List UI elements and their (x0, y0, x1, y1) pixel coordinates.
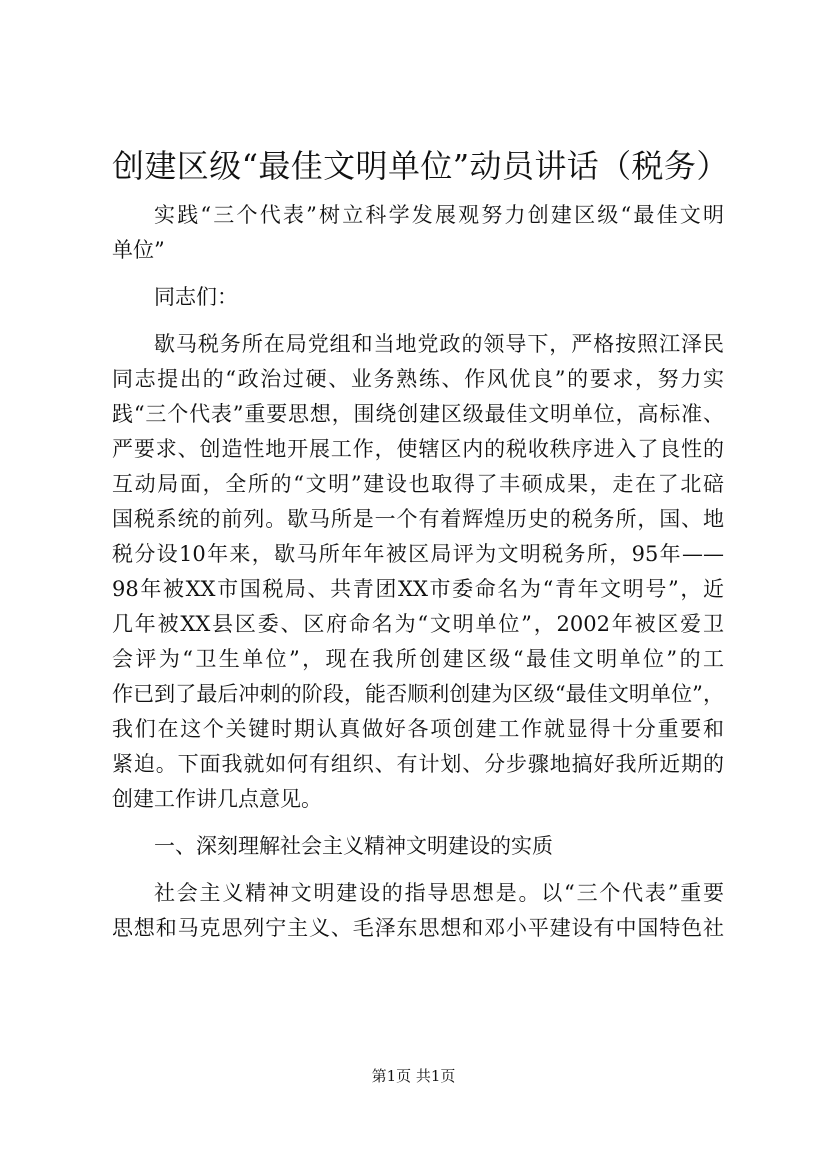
greeting: 同志们： (154, 285, 238, 309)
document-title: 创建区级“最佳文明单位”动员讲话（税务） (112, 147, 729, 185)
section-heading: 一、深刻理解社会主义精神文明建设的实质 (154, 834, 553, 858)
paragraph-line: 同志提出的“政治过硬、业务熟练、作风优良”的要求，努力实 (112, 367, 724, 391)
paragraph-line: 国税系统的前列。歇马所是一个有着辉煌历史的税务所，国、地 (112, 507, 724, 531)
spacer (112, 864, 724, 876)
spacer (112, 268, 724, 280)
paragraph-line: 社会主义精神文明建设的指导思想是。以“三个代表”重要 (154, 881, 724, 905)
spacer (112, 315, 724, 327)
paragraph-line: 思想和马克思列宁主义、毛泽东思想和邓小平建设有中国特色社 (112, 916, 724, 940)
subtitle-line: 单位” (112, 238, 165, 262)
paragraph-line: 作已到了最后冲刺的阶段，能否顺利创建为区级“最佳文明单位”， (112, 682, 724, 706)
paragraph-line: 歇马税务所在局党组和当地党政的领导下，严格按照江泽民 (154, 332, 724, 356)
document-body (112, 198, 724, 946)
paragraph-line: 紧迫。下面我就如何有组织、有计划、分步骤地搞好我所近期的 (112, 752, 724, 776)
paragraph-line: 严要求、创造性地开展工作，使辖区内的税收秩序进入了良性的 (112, 437, 724, 461)
spacer (112, 817, 724, 829)
paragraph-line: 会评为“卫生单位”，现在我所创建区级“最佳文明单位”的工 (112, 647, 724, 671)
paragraph-line: 创建工作讲几点意见。 (112, 787, 322, 811)
subtitle-line: 实践“三个代表”树立科学发展观努力创建区级“最佳文明 (154, 203, 724, 227)
paragraph-line: 98年被XX市国税局、共青团XX市委命名为“青年文明号”，近 (112, 577, 724, 601)
paragraph-line: 践“三个代表”重要思想，围绕创建区级最佳文明单位，高标准、 (112, 402, 724, 426)
paragraph-line: 互动局面，全所的“文明”建设也取得了丰硕成果，走在了北碚 (112, 472, 724, 496)
paragraph-line: 几年被XX县区委、区府命名为“文明单位”，2002年被区爱卫 (112, 612, 724, 636)
paragraph-line: 税分设10年来，歇马所年年被区局评为文明税务所，95年—— (112, 542, 724, 566)
page-footer: 第1页 共1页 (371, 1067, 456, 1085)
paragraph-line: 我们在这个关键时期认真做好各项创建工作就显得十分重要和 (112, 717, 724, 741)
